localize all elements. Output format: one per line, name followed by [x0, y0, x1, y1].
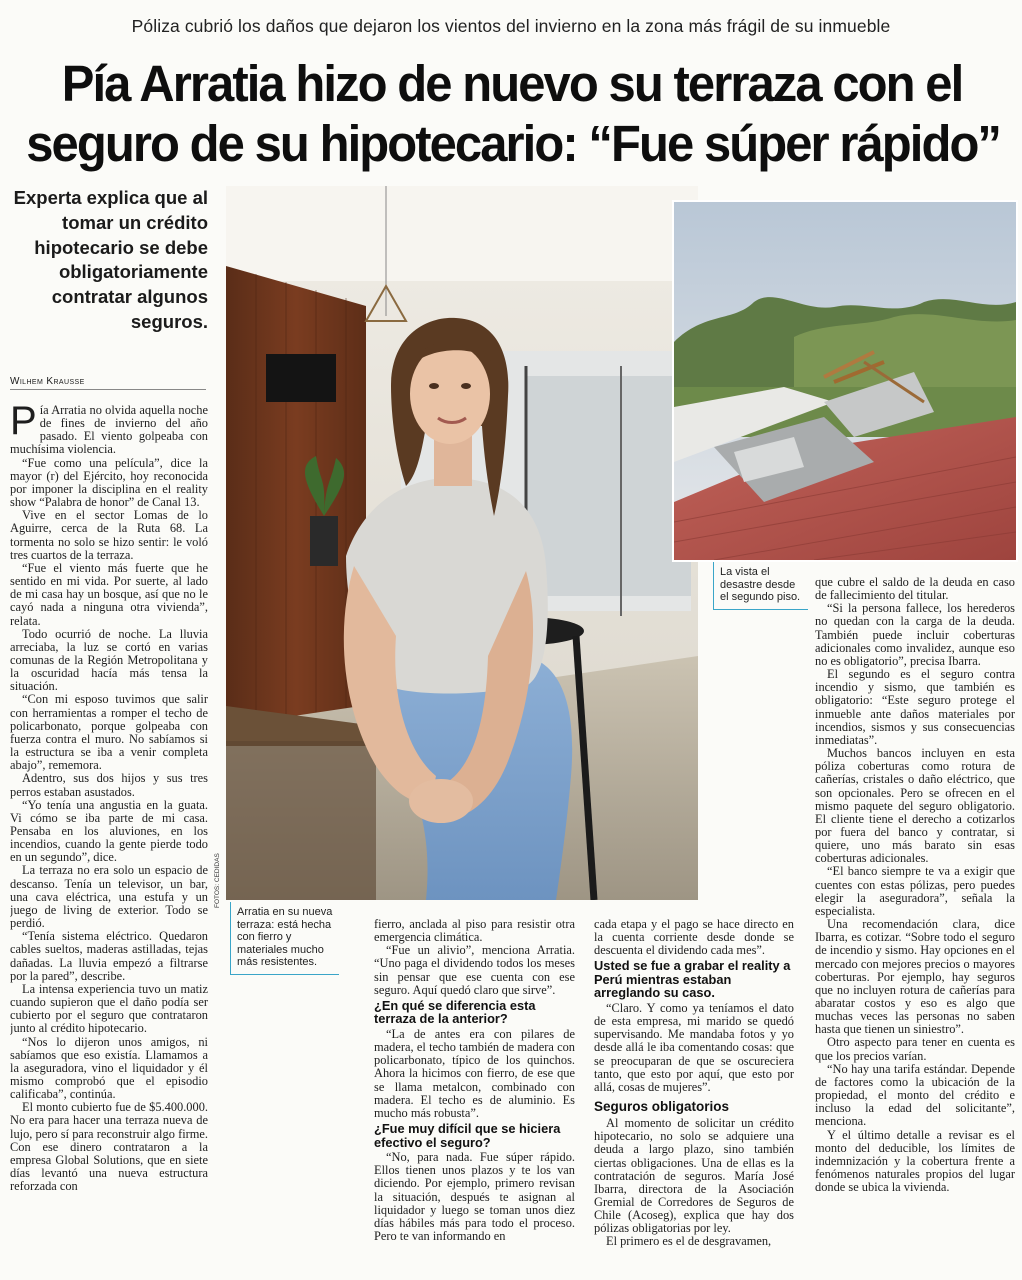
paragraph: Vive en el sector Lomas de lo Aguirre, cerca de la Ruta 68. La tormenta no solo se hizo sentir: le voló tres cuartos de la terraza.	[10, 508, 208, 562]
damaged-roof-image	[674, 202, 1016, 560]
paragraph: El primero es el de desgravamen,	[606, 1234, 772, 1249]
deck: Experta explica que al tomar un crédito hipotecario se debe obligatoriamente contratar algunos seguros.	[13, 187, 208, 332]
paragraph: “Yo tenía una angustia en la guata. Vi cómo se iba parte de mi casa. Pensaba en los aluviones, en los incendios, cuando la gente pierde todo en un segundo”, dice.	[10, 797, 208, 865]
paragraph: “Con mi esposo tuvimos que salir con herramientas a romper el techo de policarbonato, porque golpeaba con fuerza contra el muro. No sabíamos si la estructura se iba a venir completa abajo”, rememora.	[10, 692, 208, 773]
paragraph: fierro, anclada al piso para resistir otra emergencia climática.	[374, 918, 575, 945]
paragraph: “No, para nada. Fue súper rápido. Ellos tienen unos plazos y te los van diciendo. Por ejemplo, primero revisan la situación, después te asignan al liquidador y luego se toman unos diez días hábiles más para todo el proceso. Pero te van informando en	[374, 1150, 575, 1243]
paragraph: El monto cubierto fue de $5.400.000. No era para hacer una terraza nueva de lujo, pero sí para reconstruir algo firme. Con ese dinero contrataron a la empresa Global Solutions, que en siete días levantó una nueva estructura reforzada con	[10, 1100, 208, 1194]
paragraph: “Claro. Y como ya teníamos el dato de esta empresa, mi marido se quedó supervisando. Me mandaba fotos y yo desde allá le iba comentando cosas: que se preocuparan de que se oscureciera tanto, que esto por aquí, que esto por allá, cosas de mujeres”.	[594, 1000, 794, 1094]
paragraph: “No hay una tarifa estándar. Depende de factores como la ubicación de la propiedad, el monto del crédito e incluso la edad del solicitante”, menciona.	[815, 1061, 1015, 1129]
column-1	[10, 404, 208, 1274]
woman-on-terrace-image	[226, 186, 698, 900]
paragraph: Muchos bancos incluyen en esta póliza coberturas como rotura de cañerías, cristales o daño eléctrico, que son opcionales. Pero se ofrecen en el mismo paquete del seguro obligatorio. El cliente tiene el derecho a cotizarlos por fuera del banco y contratar, si quiere, uno más barato sin esas coberturas adicionales.	[815, 746, 1015, 866]
paragraph: Al momento de solicitar un crédito hipotecario, no solo se adquiere una deuda a largo plazo, sino también ciertas obligaciones. Una de ellas es la contratación de seguros. María José Ibarra, directora de la Asociación Gremial de Corredores de Seguros de Chile (Acoseg), explica que hay dos pólizas obligatorias por ley.	[594, 1116, 794, 1236]
headline-line-2: seguro de su hipotecario: “Fue súper rápido”	[26, 115, 1000, 172]
headline	[26, 54, 998, 174]
interview-question: Usted se fue a grabar el reality a Perú mientras estaban arreglando su caso.	[594, 958, 791, 1001]
kicker: Póliza cubrió los daños que dejaron los vientos del invierno en la zona más frágil de su inmueble	[131, 16, 891, 36]
headline-line-1: Pía Arratia hizo de nuevo su terraza con el	[61, 55, 963, 112]
paragraph: “Fue un alivio”, menciona Arratia. “Uno paga el dividendo todos los meses sin pensar que ese cuenta con ese seguro. Aquí quedó claro que sirve”.	[374, 943, 575, 997]
interview-question: ¿Fue muy difícil que se hiciera efectivo el seguro?	[374, 1121, 561, 1150]
paragraph: El segundo es el seguro contra incendio y sismo, que también es obligatorio: “Este seguro protege el inmueble ante daños materiales por incendios, sismos y sus consecuencias inmediatas”.	[815, 667, 1015, 747]
paragraph: “El banco siempre te va a exigir que cuentes con estas pólizas, pero puedes elegir la aseguradora”, señala la especialista.	[815, 864, 1015, 918]
paragraph: “Fue el viento más fuerte que he sentido en mi vida. Por suerte, al lado de mi casa hay un bosque, así que no le cayó nada a ninguna otra vivienda”, relata.	[10, 560, 208, 628]
paragraph: “Si la persona fallece, los herederos no quedan con la carga de la deuda. También puede incluir coberturas adicionales como invalidez, aunque eso no es obligatorio”, precisa Ibarra.	[815, 601, 1015, 668]
paragraph: “Fue como una película”, dice la mayor (r) del Ejército, hoy reconocida por imponer la disciplina en el reality show “Palabra de honor” de Canal 13.	[10, 455, 208, 510]
interview-question: ¿En qué se diferencia esta terraza de la anterior?	[374, 997, 536, 1027]
paragraph: “La de antes era con pilares de madera, el techo también de madera con policarbonato, típico de los quinchos. Ahora la hicimos con fierro, de ese que se llama metalcon, combinado con madera. El techo es de aluminio. Es mucho más robusta”.	[374, 1026, 575, 1120]
paragraph: “Tenía sistema eléctrico. Quedaron cables sueltos, maderas astilladas, tejas dañadas. La lluvia empezó a filtrarse por la pared”, describe.	[10, 929, 208, 983]
paragraph: “Nos lo dijeron unos amigos, ni sabíamos que eso existía. Llamamos a la aseguradora, vino el liquidador y él mismo comprobó que el episodio calificaba”, continúa.	[10, 1034, 208, 1102]
paragraph: cada etapa y el pago se hace directo en la cuenta corriente desde donde se descuenta el dividendo cada mes”.	[594, 918, 794, 958]
main-photo-caption: Arratia en su nueva terraza: está hecha con fierro y materiales mucho más resistentes.	[230, 902, 339, 975]
column-3	[594, 918, 794, 1276]
paragraph: Otro aspecto para tener en cuenta es que los precios varían.	[815, 1035, 1015, 1063]
paragraph: Pía Arratia no olvida aquella noche de fines de invierno del año pasado. El viento golpeaba con muchísima violencia.	[10, 404, 208, 457]
column-2	[374, 918, 575, 1276]
paragraph: Una recomendación clara, dice Ibarra, es cotizar. “Sobre todo el seguro de incendio y sismo. Hay opciones en el mercado con mejores precios o mayores coberturas. Por ejemplo, hay seguros que no incluyen rotura de cañerías para abaratar costos y eso es algo que muchas veces las personas no saben hasta que tienen un siniestro”.	[815, 917, 1015, 1037]
section-subhead: Seguros obligatorios	[594, 1099, 730, 1115]
photo-credit: FOTOS: CEDIDAS	[214, 853, 221, 908]
roof-photo-caption: La vista el desastre desde el segundo piso.	[713, 562, 808, 610]
paragraph: La intensa experiencia tuvo un matiz cuando supieron que el daño podía ser cubierto por el seguro que contrataron junto al crédito hipotecario.	[10, 981, 208, 1036]
paragraph: Adentro, sus dos hijos y sus tres perros estaban asustados.	[10, 771, 208, 799]
paragraph: que cubre el saldo de la deuda en caso de fallecimiento del titular.	[815, 576, 1015, 603]
paragraph: Y el último detalle a revisar es el monto del deducible, los límites de indemnización y la cobertura frente a fenómenos naturales propios del lugar donde se ubica la vivienda.	[815, 1127, 1015, 1195]
roof-photo	[672, 200, 1018, 562]
byline: Wilhem Krausse	[10, 376, 206, 390]
paragraph: Todo ocurrió de noche. La lluvia arreciaba, la luz se cortó en varias comunas de la Región Metropolitana y la oscuridad hacía más tensa la situación.	[10, 626, 208, 694]
main-photo	[226, 186, 698, 900]
paragraph: La terraza no era solo un espacio de descanso. Tenía un televisor, un bar, una cava eléctrica, una estufa y un juego de living de exterior. Todo se perdió.	[10, 863, 208, 931]
column-4	[815, 576, 1015, 1276]
